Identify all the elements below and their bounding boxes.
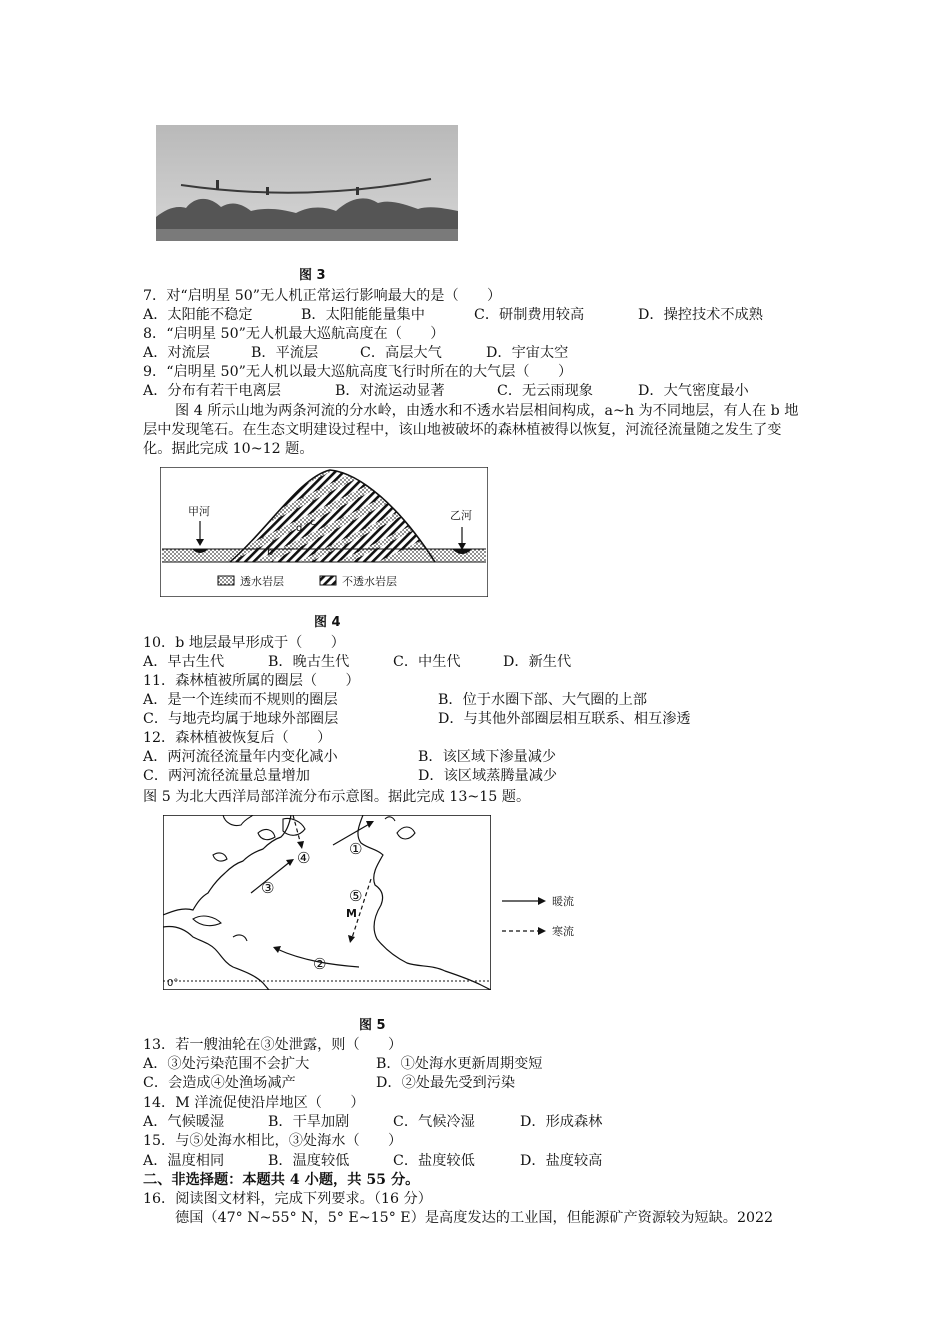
q9-option-b: B．对流运动显著: [335, 383, 445, 399]
q15-option-c: C．盐度较低: [393, 1153, 475, 1169]
q12-option-c: C．两河流径流量总量增加: [143, 768, 310, 784]
intro-13-15: 图 5 为北大西洋局部洋流分布示意图。据此完成 13~15 题。: [143, 789, 531, 805]
q8-option-a: A．对流层: [143, 345, 210, 361]
legend-impermeable: 不透水岩层: [342, 575, 397, 588]
q14-option-b: B．干旱加剧: [268, 1114, 350, 1130]
q11-option-a: A．是一个连续而不规则的圈层: [143, 692, 338, 708]
question-14-stem: 14．M 洋流促使沿岸地区（ ）: [143, 1095, 365, 1111]
q14-option-a: A．气候暖湿: [143, 1114, 225, 1130]
question-8-stem: 8．“启明星 50”无人机最大巡航高度在（ ）: [143, 326, 445, 342]
current-2-marker: ②: [313, 955, 327, 973]
figure-3-photo: [156, 125, 458, 241]
question-15-stem: 15．与⑤处海水相比，③处海水（ ）: [143, 1133, 403, 1149]
q10-option-b: B．晚古生代: [268, 654, 350, 670]
figure-3-caption: 图 3: [299, 268, 326, 283]
q7-option-d: D．操控技术不成熟: [638, 307, 763, 323]
legend-permeable: 透水岩层: [240, 575, 284, 588]
q10-option-d: D．新生代: [503, 654, 572, 670]
right-river-label: 乙河: [450, 509, 472, 522]
question-9-stem: 9．“启明星 50”无人机以最大巡航高度飞行时所在的大气层（ ）: [143, 364, 573, 380]
q8-option-b: B．平流层: [251, 345, 319, 361]
q12-option-a: A．两河流径流量年内变化减小: [143, 749, 338, 765]
q8-option-c: C．高层大气: [360, 345, 442, 361]
q8-option-d: D．宇宙太空: [486, 345, 569, 361]
current-4-marker: ④: [297, 849, 311, 867]
question-10-stem: 10．b 地层最早形成于（ ）: [143, 635, 345, 651]
question-16-stem: 16．阅读图文材料，完成下列要求。（16 分）: [143, 1191, 432, 1207]
section-2-heading: 二、非选择题：本题共 4 小题，共 55 分。: [143, 1172, 420, 1188]
q7-option-b: B．太阳能能量集中: [301, 307, 425, 323]
question-7-stem: 7．对“启明星 50”无人机正常运行影响最大的是（ ）: [143, 288, 502, 304]
question-11-stem: 11．森林植被所属的圈层（ ）: [143, 673, 360, 689]
layer-d-label: d: [296, 523, 303, 534]
question-13-stem: 13．若一艘油轮在③处泄露，则（ ）: [143, 1037, 403, 1053]
q13-option-c: C．会造成④处渔场减产: [143, 1075, 296, 1091]
q9-option-d: D．大气密度最小: [638, 383, 749, 399]
q10-option-a: A．早古生代: [143, 654, 225, 670]
q12-option-b: B．该区域下渗量减少: [418, 749, 557, 765]
q9-option-a: A．分布有若干电离层: [143, 383, 281, 399]
legend-warm-current: 暖流: [552, 895, 574, 908]
q11-option-d: D．与其他外部圈层相互联系、相互渗透: [438, 711, 691, 727]
q13-option-d: D．②处最先受到污染: [376, 1075, 516, 1091]
current-1-marker: ①: [349, 840, 363, 858]
figure-5-caption: 图 5: [359, 1018, 386, 1033]
q14-option-c: C．气候冷湿: [393, 1114, 475, 1130]
q9-option-c: C．无云雨现象: [497, 383, 593, 399]
current-3-marker: ③: [261, 879, 275, 897]
figure-5-legend: [500, 890, 600, 940]
layer-c-label: c: [310, 517, 316, 528]
question-16-text: 德国（47° N~55° N，5° E~15° E）是高度发达的工业国，但能源矿产资源较为短缺。2022: [175, 1210, 774, 1226]
figure-4-caption: 图 4: [314, 615, 341, 630]
equator-label: 0°: [167, 978, 179, 989]
q13-option-a: A．③处污染范围不会扩大: [143, 1056, 310, 1072]
q13-option-b: B．①处海水更新周期变短: [376, 1056, 543, 1072]
q15-option-a: A．温度相同: [143, 1153, 225, 1169]
question-12-stem: 12．森林植被恢复后（ ）: [143, 730, 332, 746]
q14-option-d: D．形成森林: [520, 1114, 603, 1130]
left-river-label: 甲河: [188, 505, 210, 518]
legend-cold-current: 寒流: [552, 925, 574, 938]
q11-option-b: B．位于水圈下部、大气圈的上部: [438, 692, 648, 708]
current-M-label: M: [346, 907, 357, 920]
q15-option-b: B．温度较低: [268, 1153, 350, 1169]
intro-10-12-text: 图 4 所示山地为两条河流的分水岭，由透水和不透水岩层相间构成，a~h 为不同地层，有人在 b 地层中发现笔石。在生态文明建设过程中，该山地被破坏的森林植被得以恢复，河流径流量随之发生了变化。据此完成 10~12 题。: [143, 403, 799, 457]
figure-4-diagram: [160, 467, 488, 597]
q15-option-d: D．盐度较高: [520, 1153, 603, 1169]
q11-option-c: C．与地壳均属于地球外部圈层: [143, 711, 339, 727]
layer-b-label: b: [267, 547, 274, 558]
figure-5-map: [163, 815, 491, 990]
q7-option-c: C．研制费用较高: [474, 307, 585, 323]
q12-option-d: D．该区域蒸腾量减少: [418, 768, 558, 784]
intro-10-12: [143, 402, 808, 459]
q10-option-c: C．中生代: [393, 654, 461, 670]
current-5-marker: ⑤: [349, 887, 363, 905]
q7-option-a: A．太阳能不稳定: [143, 307, 253, 323]
